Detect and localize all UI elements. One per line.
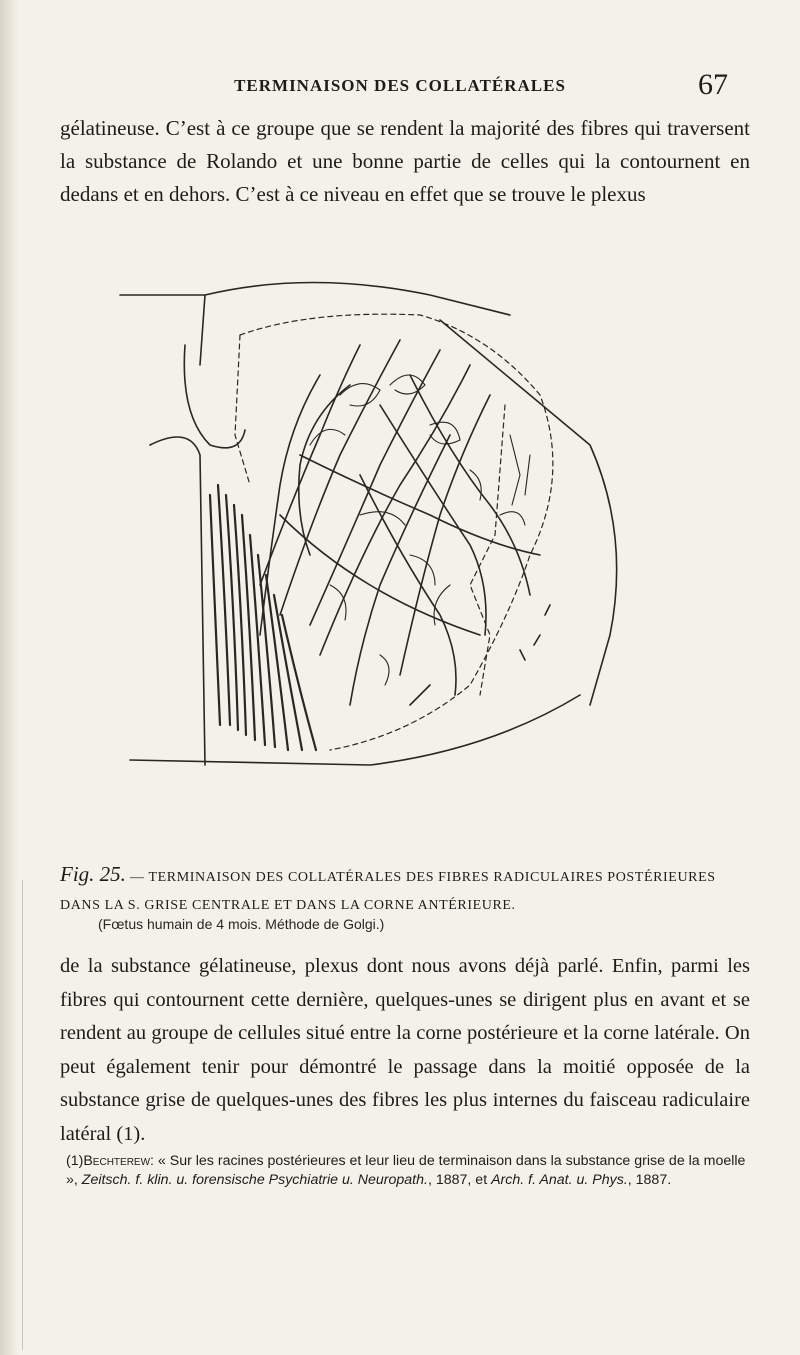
outline-left-inner: [184, 345, 245, 448]
footnote: [66, 1152, 746, 1190]
outline-top-right: [205, 283, 510, 316]
root-fiber: [410, 375, 530, 595]
gutter-line: [22, 880, 23, 1350]
page-number: 67: [698, 68, 728, 101]
tick-mark: [520, 650, 525, 660]
outline-right: [440, 320, 617, 705]
footnote-author: Bechterew: [83, 1153, 151, 1169]
figure-subtitle: (Fœtus humain de 4 mois. Méthode de Golgi.): [98, 916, 385, 932]
collateral: [390, 375, 425, 394]
root-fiber: [380, 405, 486, 635]
collateral: [330, 585, 346, 620]
caption-dash: —: [125, 870, 149, 885]
boundary-dashed-right: [470, 405, 505, 695]
root-fiber: [260, 345, 360, 585]
footnote-marker: (1): [66, 1153, 84, 1169]
tick-mark: [534, 635, 540, 645]
page-gutter-shadow: [0, 0, 18, 1355]
footnote-text-1: : « Sur les racines postérieures et leur lieu de terminaison dans la substance grise de la moelle »,: [66, 1153, 746, 1188]
outline-top: [120, 295, 205, 365]
figure-25-illustration: [110, 255, 680, 825]
root-fiber: [299, 385, 350, 555]
footnote-journal-1: Zeitsch. f. klin. u. forensische Psychiatrie u. Neuropath.: [81, 1172, 428, 1188]
boundary-dashed-left: [235, 335, 250, 485]
footnote-journal-2: Arch. f. Anat. u. Phys.: [491, 1172, 628, 1188]
collateral: [380, 655, 389, 685]
tick-mark: [410, 685, 430, 705]
outline-left: [150, 437, 205, 765]
root-fiber: [350, 435, 450, 705]
footnote-text-3: , 1887.: [627, 1172, 672, 1188]
figure-caption: [60, 860, 750, 920]
collateral: [525, 455, 530, 495]
root-fiber: [300, 455, 540, 555]
footnote-text-2: , 1887, et: [427, 1172, 492, 1188]
tick-mark: [545, 605, 550, 615]
root-fiber: [280, 340, 400, 615]
paragraph-1: gélatineuse. C’est à ce groupe que se rendent la majorité des fibres qui traversent la substance de Rolando et une bonne partie de celles qui la contournent en dedans et en dehors. C’est à ce niveau en effet que se trouve le plexus: [60, 116, 750, 206]
figure-label: Fig. 25.: [60, 862, 126, 886]
radicular-fascicle: [210, 485, 316, 750]
running-head: TERMINAISON DES COLLATÉRALES: [234, 76, 566, 95]
collateral: [510, 435, 520, 505]
collateral: [500, 512, 525, 525]
figure-title: TERMINAISON DES COLLATÉRALES DES FIBRES RADICULAIRES POSTÉRIEURES DANS LA S. GRISE CENTRALE ET DANS LA CORNE ANTÉRIEURE.: [60, 870, 716, 913]
root-fiber: [280, 515, 480, 635]
paragraph-2: de la substance gélatineuse, plexus dont nous avons déjà parlé. Enfin, parmi les fibres qui contournent cette dernière, quelques-unes se dirigent plus en avant et se rendent au groupe de cellules situé entre la corne postérieure et la corne latérale. On peut également tenir pour démontré le passage dans la moitié opposée de la substance grise de quelques-unes des fibres les plus internes du faisceau radiculaire latéral (1).: [60, 955, 750, 1145]
collateral: [310, 429, 345, 445]
outline-bottom: [130, 695, 580, 765]
